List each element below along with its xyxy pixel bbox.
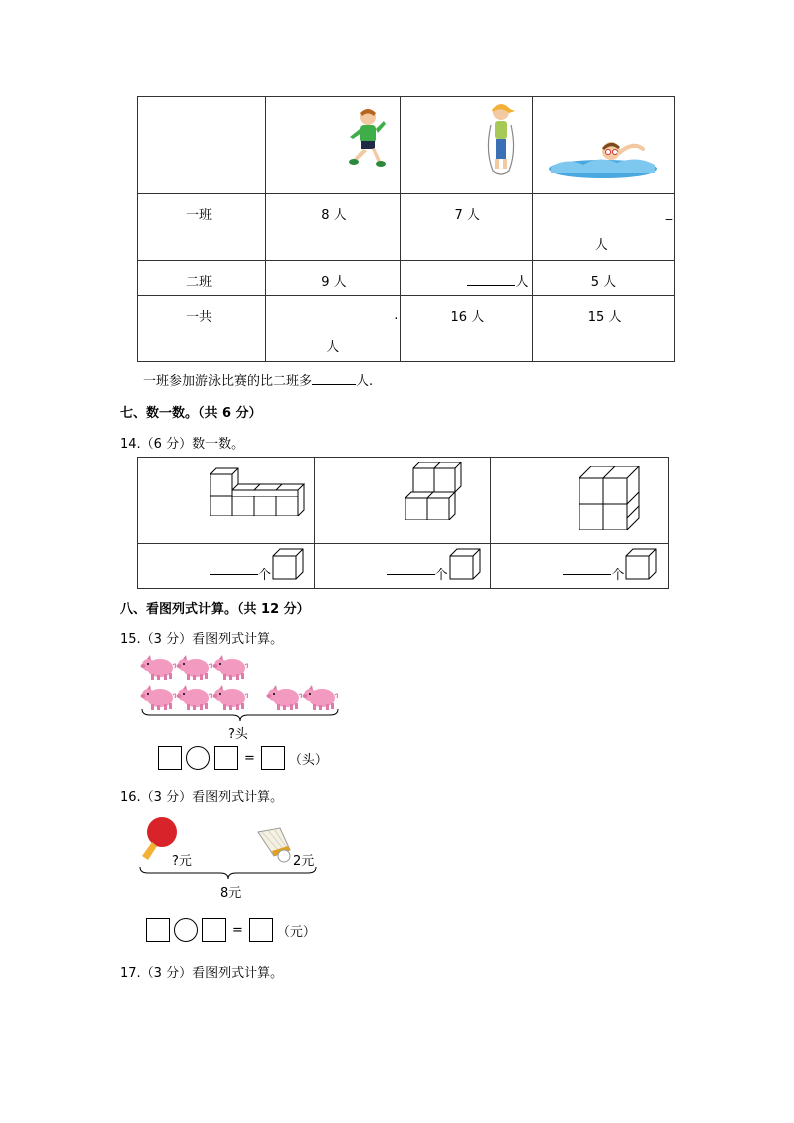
q17-title: 17.（3 分）看图列式计算。 — [120, 966, 284, 981]
class2-running: 9 人 — [266, 261, 400, 296]
pig-icon — [266, 684, 302, 710]
sports-table — [137, 96, 675, 362]
row-label-total: 一共 — [138, 296, 266, 362]
cube-stack-icon — [405, 462, 465, 520]
class1-running: 8 人 — [266, 194, 400, 261]
unit-cube-icon — [625, 548, 657, 580]
brace — [138, 866, 318, 880]
pig-icon — [212, 654, 248, 680]
pig-icon — [302, 684, 338, 710]
section8-title: 八、看图列式计算。（共 12 分） — [120, 602, 310, 617]
cube-answer-2[interactable]: 个 — [314, 544, 491, 589]
brace — [140, 708, 340, 722]
class2-jumprope[interactable]: 人 — [400, 261, 532, 296]
class1-jumprope: 7 人 — [400, 194, 532, 261]
total-swimming: 15 人 — [532, 296, 674, 362]
header-jumprope-cell — [400, 97, 532, 194]
q13-tail: 一班参加游泳比赛的比二班多 人. — [143, 374, 374, 389]
pig-icon — [176, 654, 212, 680]
running-boy-icon — [344, 107, 388, 171]
header-empty-cell — [138, 97, 266, 194]
pig-icon — [176, 684, 212, 710]
cube-answer-3[interactable]: 个 — [491, 544, 669, 589]
answer-box[interactable] — [202, 918, 226, 942]
header-swimming-cell — [532, 97, 674, 194]
cube-stack-icon — [210, 464, 306, 516]
pig-icon — [140, 684, 176, 710]
section7-title: 七、数一数。（共 6 分） — [120, 406, 262, 421]
answer-box[interactable] — [146, 918, 170, 942]
answer-blank[interactable] — [210, 574, 258, 575]
row-label-class1: 一班 — [138, 194, 266, 261]
answer-box[interactable] — [158, 746, 182, 770]
answer-box[interactable] — [214, 746, 238, 770]
answer-blank[interactable] — [312, 384, 356, 385]
cube-figure-1 — [138, 458, 315, 544]
answer-blank[interactable] — [387, 574, 435, 575]
total-running[interactable]: . 人 — [266, 296, 400, 362]
equation-row: = （头） — [158, 746, 328, 770]
cube-stack-icon — [579, 466, 641, 530]
q16-title: 16.（3 分）看图列式计算。 — [120, 790, 284, 805]
q14-title: 14.（6 分）数一数。 — [120, 437, 245, 452]
answer-blank[interactable] — [563, 574, 611, 575]
shuttlecock-price: 2元 — [293, 854, 315, 869]
operator-circle[interactable] — [174, 918, 198, 942]
cube-figure-2 — [314, 458, 491, 544]
shuttlecock-icon — [254, 824, 298, 864]
answer-box[interactable] — [249, 918, 273, 942]
cube-answer-1[interactable]: 个 — [138, 544, 315, 589]
unit-cube-icon — [449, 548, 481, 580]
pig-icon — [140, 654, 176, 680]
answer-blank[interactable] — [467, 285, 515, 286]
equation-row: = （元） — [146, 918, 316, 942]
total-jumprope: 16 人 — [400, 296, 532, 362]
pig-icon — [212, 684, 248, 710]
brace-label: ?头 — [228, 727, 248, 742]
paddle-price: ?元 — [172, 854, 192, 869]
cube-table — [137, 457, 669, 589]
header-running-cell — [266, 97, 400, 194]
operator-circle[interactable] — [186, 746, 210, 770]
jump-rope-kid-icon — [479, 101, 523, 177]
q15-title: 15.（3 分）看图列式计算。 — [120, 632, 284, 647]
answer-box[interactable] — [261, 746, 285, 770]
unit-cube-icon — [272, 548, 304, 580]
class2-swimming: 5 人 — [532, 261, 674, 296]
cube-figure-3 — [491, 458, 669, 544]
total-price: 8元 — [220, 886, 242, 901]
swimmer-icon — [547, 133, 659, 181]
row-label-class2: 二班 — [138, 261, 266, 296]
class1-swimming[interactable]: _ 人 — [532, 194, 674, 261]
